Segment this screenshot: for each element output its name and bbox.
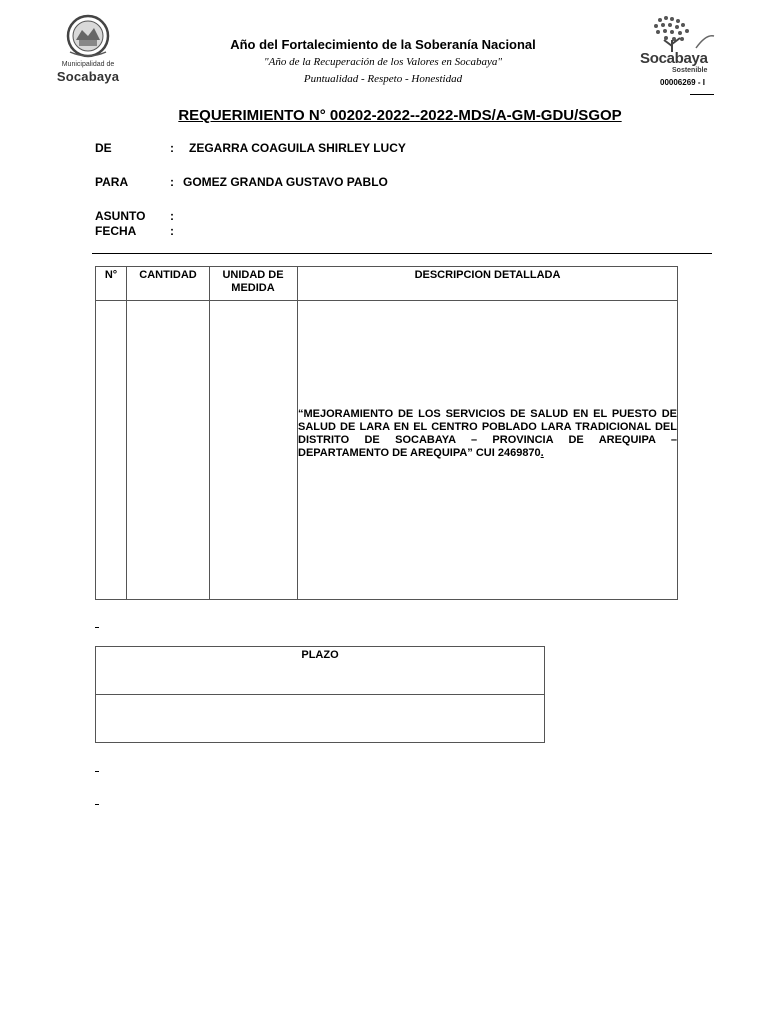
description-text: “MEJORAMIENTO DE LOS SERVICIOS DE SALUD EN EL PUESTO DE SALUD DE LARA EN EL CENTRO POBLADO LARA TRADICIONAL DEL DISTRITO DE SOCABAYA – PROVINCIA DE AREQUIPA – DEPARTAMENTO DE AREQUIPA” CUI 2469870 — [298, 408, 677, 459]
de-label: DE — [95, 141, 112, 155]
plazo-header: PLAZO — [301, 649, 339, 661]
code-underline — [690, 94, 714, 95]
de-colon: : — [170, 141, 174, 155]
fecha-colon: : — [170, 224, 174, 238]
fecha-label: FECHA — [95, 224, 137, 238]
col-divider — [126, 267, 127, 599]
municipality-logo — [52, 14, 142, 84]
header-description: DESCRIPCION DETALLADA — [414, 269, 561, 281]
description-cell — [298, 408, 677, 460]
para-colon: : — [170, 175, 174, 189]
plazo-table — [95, 646, 545, 743]
header-number: N° — [104, 269, 118, 281]
blank-line-marker — [95, 627, 99, 628]
para-value: GOMEZ GRANDA GUSTAVO PABLO — [183, 175, 388, 189]
year-title: Año del Fortalecimiento de la Soberanía Nacional — [230, 37, 536, 52]
tree-icon — [636, 14, 718, 54]
requirements-table — [95, 266, 678, 600]
de-value: ZEGARRA COAGUILA SHIRLEY LUCY — [189, 141, 406, 155]
asunto-label: ASUNTO — [95, 209, 146, 223]
brand-logo — [636, 14, 718, 76]
header-divider — [96, 300, 677, 301]
header-quantity: CANTIDAD — [139, 269, 197, 281]
brand-subtitle: Sostenible — [672, 67, 708, 74]
description-period: . — [540, 447, 544, 459]
municipality-name: Socabaya — [56, 69, 120, 84]
values-line: Puntualidad - Respeto - Honestidad — [303, 73, 463, 85]
document-code: 00006269 - I — [660, 78, 705, 87]
brand-name: Socabaya — [640, 50, 708, 67]
para-label: PARA — [95, 175, 129, 189]
blank-line-marker — [95, 804, 99, 805]
crest-icon — [66, 14, 110, 60]
col-divider — [209, 267, 210, 599]
separator-line — [92, 253, 712, 254]
municipality-label: Municipalidad de — [61, 61, 115, 68]
blank-line-marker — [95, 771, 99, 772]
asunto-colon: : — [170, 209, 174, 223]
plazo-divider — [96, 694, 544, 695]
document-title: REQUERIMIENTO N° 00202-2022--2022-MDS/A-GM-GDU/SGOP — [178, 107, 622, 124]
motto: "Año de la Recuperación de los Valores en Socabaya" — [264, 56, 502, 68]
header-unit: UNIDAD DE MEDIDA — [222, 269, 284, 294]
